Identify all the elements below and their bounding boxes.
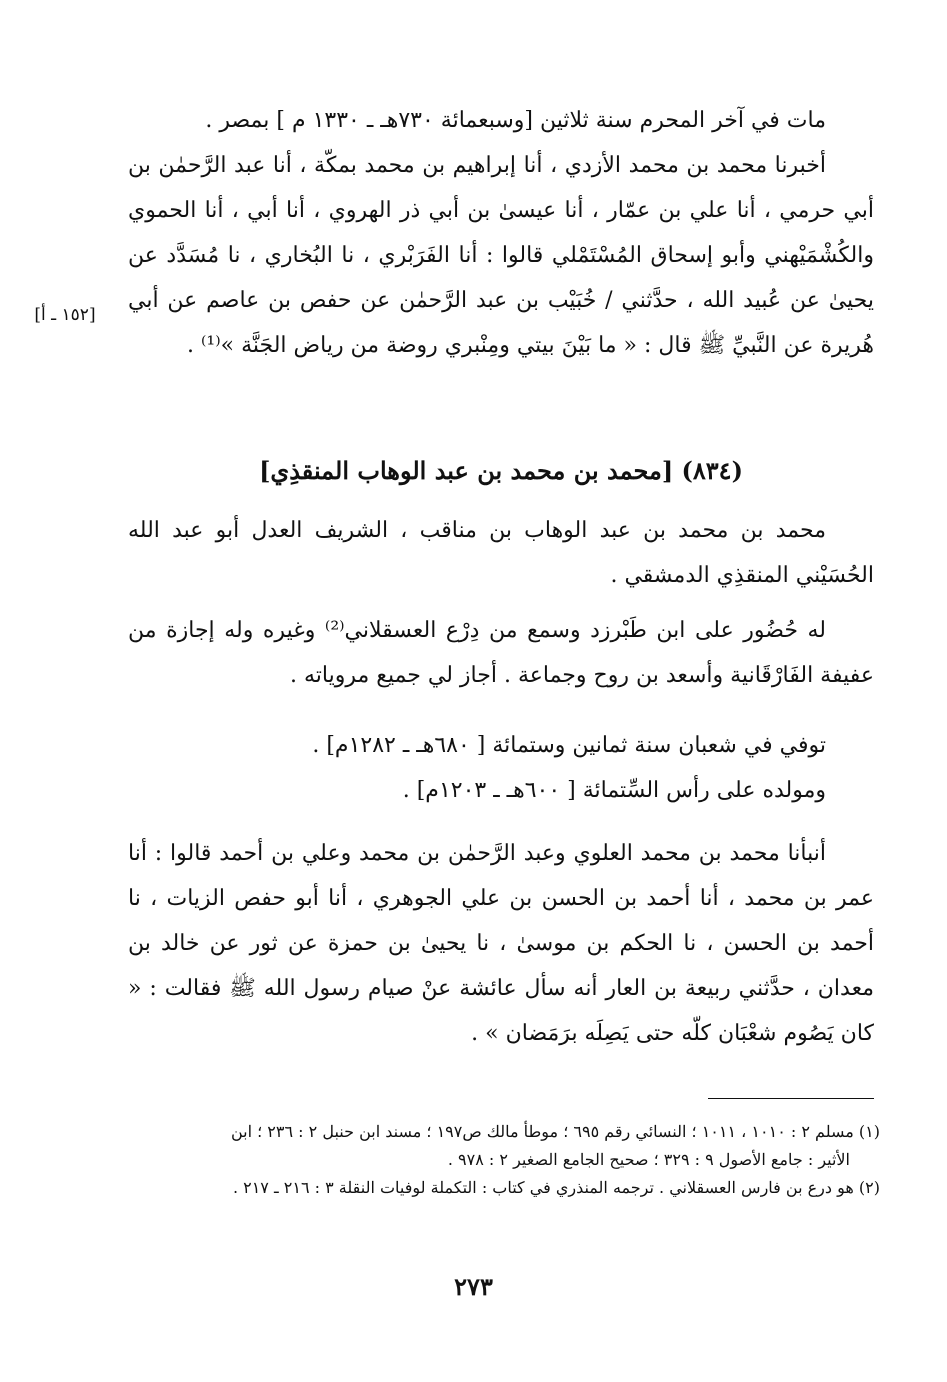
previous-entry-text xyxy=(128,98,874,368)
entry-intro xyxy=(128,508,874,598)
entry-dates xyxy=(128,723,874,813)
death-line: مات في آخر المحرم سنة ثلاثين [وسبعمائة ٧٣٠هـ ـ ١٣٣٠ م ] بمصر . xyxy=(205,108,826,133)
footnotes xyxy=(128,1118,880,1202)
entry-hearing-paragraph: له حُضُور على ابن طَبْرزد وسمع من دِرْع العسقلاني⁽²⁾ وغيره وله إجازة من عفيفة الفَارْقَانية وأسعد بن روح وجماعة . أجاز لي جميع مروياته . xyxy=(128,618,874,688)
footnote-2: (٢) هو درع بن فارس العسقلاني . ترجمه المنذري في كتاب : التكملة لوفيات النقلة ٣ : ٢١٦ ـ ٢١٧ . xyxy=(232,1178,880,1197)
footnote-1-line-1: (١) مسلم ٢ : ١٠١٠ ، ١٠١١ ؛ النسائي رقم ٦٩٥ ؛ موطأ مالك ص١٩٧ ؛ مسند ابن حنبل ٢ : ٢٣٦ ؛ ابن xyxy=(230,1122,880,1141)
footnote-separator xyxy=(708,1098,874,1099)
entry-hadith-paragraph: أنبأنا محمد بن محمد العلوي وعبد الرَّحمٰن بن محمد وعلي بن أحمد قالوا : أنا عمر بن محمد ، أنا أحمد بن الحسن بن علي الجوهري ، أنا أبو حفص الزيات ، نا أحمد بن الحسن ، نا الحكم بن موسىٰ ، نا يحيىٰ بن حمزة عن ثور عن خالد بن معدان ، حدَّثني ربيعة بن العار أنه سأل عائشة عنْ صيام رسول الله ﷺ فقالت : « كان يَصُوم شعْبَان كلّه حتى يَصِلَه برَمَضان » . xyxy=(128,841,874,1046)
entry-heading: (٨٣٤) [محمد بن محمد بن عبد الوهاب المنقذِي] xyxy=(259,456,743,485)
death-date-line: توفي في شعبان سنة ثمانين وستمائة [ ٦٨٠هـ ـ ١٢٨٢م] . xyxy=(312,733,826,758)
entry-hadith xyxy=(128,831,874,1056)
entry-hearing xyxy=(128,608,874,698)
manuscript-folio-note: [١٥٢ ـ أ] xyxy=(34,305,96,325)
birth-date-line: ومولده على رأس السِّتمائة [ ٦٠٠هـ ـ ١٢٠٣م] . xyxy=(402,778,826,803)
entry-name-paragraph: محمد بن محمد بن عبد الوهاب بن مناقب ، الشريف العدل أبو عبد الله الحُسَيْني المنقذِي الدمشقي . xyxy=(128,518,874,588)
footnote-1-line-2: الأثير : جامع الأصول ٩ : ٣٢٩ ؛ صحيح الجامع الصغير ٢ : ٩٧٨ . xyxy=(447,1150,850,1169)
page-number: ٢٧٣ xyxy=(454,1272,493,1301)
hadith-chain-paragraph: أخبرنا محمد بن محمد الأزدي ، أنا إبراهيم بن محمد بمكّة ، أنا عبد الرَّحمٰن بن أبي حرمي ، أنا علي بن عمّار ، أنا عيسىٰ بن أبي ذر الهروي ، أنا أبي ، أنا الحموي والكُشْمَيْهني وأبو إسحاق المُسْتَمْلي قالوا : أنا الفَرَبْري ، نا البُخاري ، نا مُسَدَّد عن يحيىٰ عن عُبيد الله ، حدَّثني / خُبَيْب بن عبد الرَّحمٰن عن حفص بن عاصم عن أبي هُريرة عن النَّبيِّ ﷺ قال : « ما بَيْنَ بيتي ومِنْبري روضة من رياض الجَنَّة »⁽¹⁾ . xyxy=(128,153,874,358)
